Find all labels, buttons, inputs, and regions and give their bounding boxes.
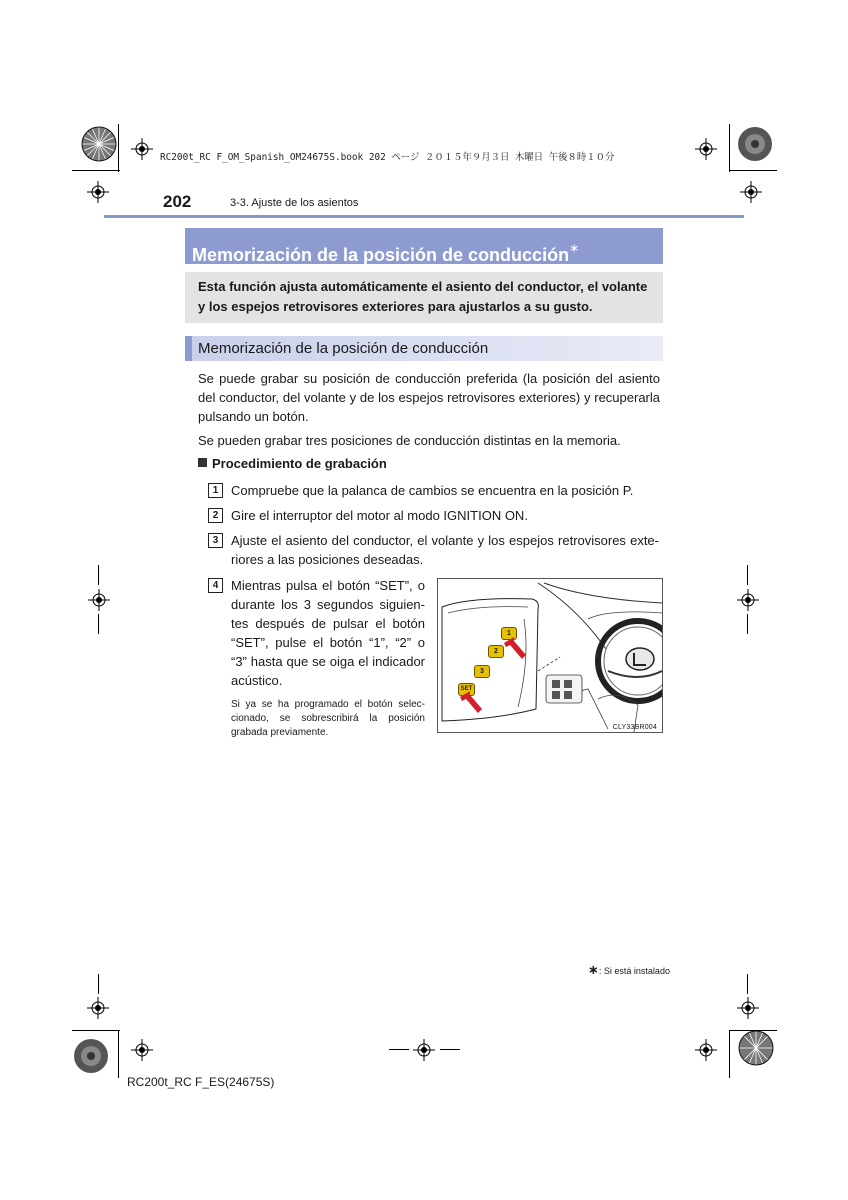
memory-buttons-illustration	[437, 578, 663, 733]
color-rosette-icon	[737, 126, 773, 162]
crop-mark	[729, 124, 730, 172]
body-paragraph: Se puede grabar su posición de conducción preferida (la posición del asiento del conductor, del volante y de los espejos retrovisores exteriores) y recuperarla pulsando un botón.	[198, 371, 660, 424]
footnote-text: : Si está instalado	[598, 966, 670, 976]
step-text: Compruebe que la palanca de cambios se encuentra en la posición P.	[231, 483, 634, 498]
header-rule	[104, 215, 744, 218]
crop-mark	[729, 170, 777, 171]
memory-button-1: 1	[501, 627, 517, 640]
crop-mark	[98, 974, 99, 994]
crop-mark	[747, 614, 748, 634]
crop-mark	[729, 1030, 777, 1031]
step-note: Si ya se ha programado el botón selec- cionado, se sobrescribirá la posición grabada previamente.	[231, 699, 425, 738]
crop-mark	[72, 1030, 120, 1031]
registration-mark-icon	[131, 138, 153, 160]
crop-mark	[72, 170, 120, 171]
set-memory-button: SET	[458, 683, 475, 696]
registration-mark-icon	[87, 181, 109, 203]
step-text: Mientras pulsa el botón “SET”, o durante los 3 segundos siguien- tes después de pulsar el botón “SET”, pulse el botón “1”, “2” o “3” hasta que se oiga el indicador acústico.	[231, 578, 425, 688]
registration-mark-icon	[695, 138, 717, 160]
section-subheading: Memorización de la posición de conducción	[185, 336, 663, 361]
print-info-line: RC200t_RC F_OM_Spanish_OM24675S.book 202 ページ ２０１５年９月３日 木曜日 午後８時１０分	[160, 152, 615, 163]
page-number: 202	[163, 192, 192, 211]
crop-mark	[118, 1030, 119, 1078]
step-number: 3	[208, 533, 223, 548]
registration-mark-icon	[413, 1039, 435, 1061]
crop-mark	[747, 974, 748, 994]
registration-mark-icon	[88, 589, 110, 611]
registration-mark-icon	[740, 181, 762, 203]
registration-mark-icon	[131, 1039, 153, 1061]
crop-mark	[747, 565, 748, 585]
memory-button-3: 3	[474, 665, 490, 678]
body-paragraph: Se pueden grabar tres posiciones de conducción distintas en la memoria.	[198, 433, 621, 448]
registration-mark-icon	[737, 589, 759, 611]
footer-code: RC200t_RC F_ES(24675S)	[127, 1075, 275, 1089]
registration-mark-icon	[695, 1039, 717, 1061]
page-title	[185, 228, 663, 264]
footnote	[588, 962, 670, 978]
press-arrow-icon	[502, 635, 528, 661]
step-number: 4	[208, 578, 223, 593]
procedure-heading	[198, 456, 387, 471]
color-rosette-icon	[738, 1030, 774, 1066]
step-number: 1	[208, 483, 223, 498]
intro-summary: Esta función ajusta automáticamente el asiento del conductor, el volante y los espejos retrovisores exteriores para ajustarlos a su gusto.	[185, 272, 663, 323]
press-arrow-icon	[458, 689, 484, 715]
crop-mark	[440, 1049, 460, 1050]
page-title-text: Memorización de la posición de conducción	[192, 245, 570, 265]
step-text: Gire el interruptor del motor al modo IGNITION ON.	[231, 508, 528, 523]
crop-mark	[729, 1030, 730, 1078]
crop-mark	[98, 614, 99, 634]
registration-mark-icon	[87, 997, 109, 1019]
optional-equipment-marker: ∗	[569, 241, 580, 255]
crop-mark	[118, 124, 119, 172]
square-bullet-icon	[198, 458, 207, 467]
step-number: 2	[208, 508, 223, 523]
section-breadcrumb: 3-3. Ajuste de los asientos	[230, 197, 359, 209]
footnote-marker: ∗	[588, 962, 599, 977]
color-rosette-icon	[81, 126, 117, 162]
registration-mark-icon	[737, 997, 759, 1019]
crop-mark	[389, 1049, 409, 1050]
memory-button-2: 2	[488, 645, 504, 658]
step-text: Ajuste el asiento del conductor, el volante y los espejos retrovisores exte- riores a las posiciones deseadas.	[231, 533, 659, 567]
figure-code: CLY33BR004	[612, 724, 657, 731]
color-rosette-icon	[73, 1038, 109, 1074]
crop-mark	[98, 565, 99, 585]
procedure-heading-text: Procedimiento de grabación	[212, 456, 387, 471]
